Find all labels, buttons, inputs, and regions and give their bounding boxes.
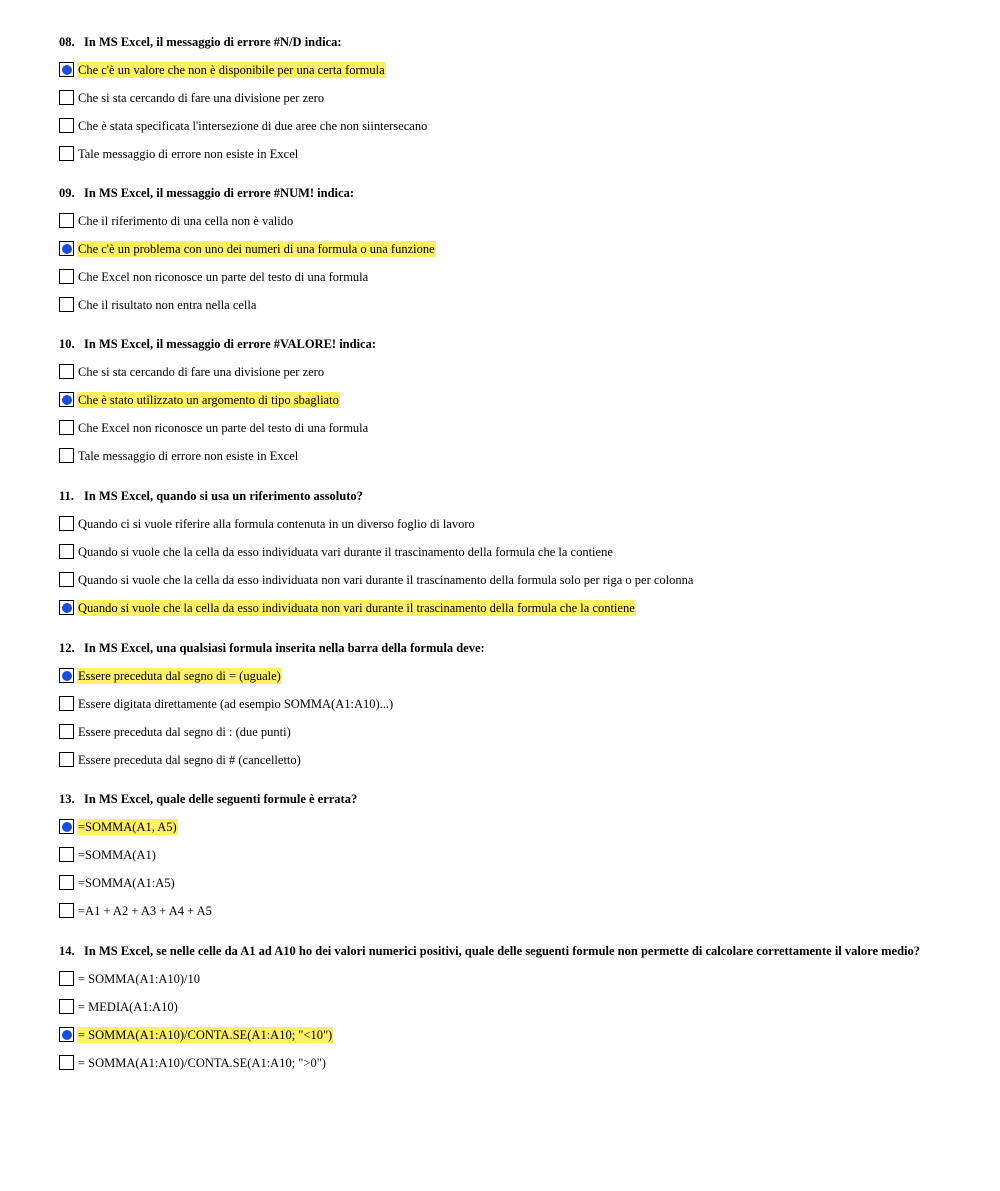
option-text: =SOMMA(A1, A5)	[78, 820, 177, 834]
checkbox[interactable]	[59, 146, 74, 161]
option-text: Che il riferimento di una cella non è valido	[78, 214, 294, 228]
option-c[interactable]	[59, 572, 979, 588]
checkbox[interactable]	[59, 420, 74, 435]
option-text: Quando si vuole che la cella da esso individuata vari durante il trascinamento della formula che la contiene	[78, 545, 613, 559]
option-c[interactable]	[59, 269, 979, 285]
option-b[interactable]	[59, 544, 979, 560]
question-title	[59, 185, 979, 201]
selected-dot-icon	[62, 822, 72, 832]
question-13	[59, 791, 979, 919]
option-text: = SOMMA(A1:A10)/10	[78, 972, 200, 986]
option-text: Quando si vuole che la cella da esso individuata non vari durante il trascinamento della formula che la contiene	[78, 601, 635, 615]
option-a[interactable]	[59, 213, 979, 229]
checkbox[interactable]	[59, 903, 74, 918]
question-title	[59, 640, 979, 656]
checkbox[interactable]	[59, 1027, 74, 1042]
question-number: 13.	[59, 792, 75, 806]
checkbox[interactable]	[59, 269, 74, 284]
option-text: Che si sta cercando di fare una divisione per zero	[78, 91, 325, 105]
option-text: Essere preceduta dal segno di = (uguale)	[78, 669, 281, 683]
option-c[interactable]	[59, 118, 979, 134]
option-a[interactable]	[59, 364, 979, 380]
selected-dot-icon	[62, 244, 72, 254]
option-text: Che si sta cercando di fare una divisione per zero	[78, 365, 325, 379]
option-a[interactable]	[59, 668, 979, 684]
checkbox[interactable]	[59, 392, 74, 407]
option-a[interactable]	[59, 62, 979, 78]
option-a[interactable]	[59, 819, 979, 835]
option-d[interactable]	[59, 146, 979, 162]
checkbox[interactable]	[59, 448, 74, 463]
option-b[interactable]	[59, 90, 979, 106]
question-09	[59, 185, 979, 313]
question-12	[59, 640, 979, 768]
option-b[interactable]	[59, 392, 979, 408]
question-text: In MS Excel, il messaggio di errore #N/D indica:	[84, 35, 342, 49]
checkbox[interactable]	[59, 668, 74, 683]
question-title	[59, 791, 979, 807]
question-number: 10.	[59, 337, 75, 351]
question-08	[59, 34, 979, 162]
option-b[interactable]	[59, 999, 979, 1015]
checkbox[interactable]	[59, 297, 74, 312]
checkbox[interactable]	[59, 572, 74, 587]
question-title	[59, 488, 979, 504]
checkbox[interactable]	[59, 213, 74, 228]
checkbox[interactable]	[59, 819, 74, 834]
checkbox[interactable]	[59, 696, 74, 711]
checkbox[interactable]	[59, 241, 74, 256]
option-d[interactable]	[59, 600, 979, 616]
option-text: Che il risultato non entra nella cella	[78, 298, 257, 312]
checkbox[interactable]	[59, 364, 74, 379]
question-text: In MS Excel, il messaggio di errore #NUM! indica:	[84, 186, 354, 200]
question-text: In MS Excel, se nelle celle da A1 ad A10 ho dei valori numerici positivi, quale delle seguenti formule non permette di calcolare correttamente il valore medio?	[84, 944, 920, 958]
option-text: Essere preceduta dal segno di # (cancelletto)	[78, 753, 301, 767]
option-text: Essere digitata direttamente (ad esempio SOMMA(A1:A10)...)	[78, 697, 394, 711]
question-text: In MS Excel, il messaggio di errore #VALORE! indica:	[84, 337, 377, 351]
option-text: =SOMMA(A1)	[78, 848, 156, 862]
option-text: Quando si vuole che la cella da esso individuata non vari durante il trascinamento della formula solo per riga o per colonna	[78, 573, 694, 587]
checkbox[interactable]	[59, 1055, 74, 1070]
option-text: =A1 + A2 + A3 + A4 + A5	[78, 904, 212, 918]
question-number: 12.	[59, 641, 75, 655]
question-10	[59, 336, 979, 464]
option-c[interactable]	[59, 420, 979, 436]
option-d[interactable]	[59, 903, 979, 919]
question-number: 14.	[59, 944, 75, 958]
option-b[interactable]	[59, 847, 979, 863]
selected-dot-icon	[62, 395, 72, 405]
selected-dot-icon	[62, 65, 72, 75]
question-text: In MS Excel, una qualsiasi formula inserita nella barra della formula deve:	[84, 641, 485, 655]
checkbox[interactable]	[59, 62, 74, 77]
question-text: In MS Excel, quale delle seguenti formule è errata?	[84, 792, 358, 806]
question-title	[59, 943, 979, 959]
option-d[interactable]	[59, 1055, 979, 1071]
checkbox[interactable]	[59, 516, 74, 531]
option-c[interactable]	[59, 724, 979, 740]
question-number: 11.	[59, 489, 74, 503]
checkbox[interactable]	[59, 600, 74, 615]
option-text: Che è stata specificata l'intersezione di due aree che non siintersecano	[78, 119, 428, 133]
checkbox[interactable]	[59, 90, 74, 105]
option-text: = MEDIA(A1:A10)	[78, 1000, 178, 1014]
question-text: In MS Excel, quando si usa un riferimento assoluto?	[84, 489, 363, 503]
question-14	[59, 943, 979, 1071]
checkbox[interactable]	[59, 724, 74, 739]
checkbox[interactable]	[59, 875, 74, 890]
selected-dot-icon	[62, 603, 72, 613]
option-d[interactable]	[59, 448, 979, 464]
option-d[interactable]	[59, 752, 979, 768]
option-a[interactable]	[59, 516, 979, 532]
question-number: 08.	[59, 35, 75, 49]
option-text: = SOMMA(A1:A10)/CONTA.SE(A1:A10; "<10")	[78, 1028, 333, 1042]
checkbox[interactable]	[59, 999, 74, 1014]
option-text: Essere preceduta dal segno di : (due punti)	[78, 725, 291, 739]
selected-dot-icon	[62, 671, 72, 681]
option-d[interactable]	[59, 297, 979, 313]
checkbox[interactable]	[59, 544, 74, 559]
option-text: Tale messaggio di errore non esiste in Excel	[78, 449, 299, 463]
option-text: Tale messaggio di errore non esiste in Excel	[78, 147, 299, 161]
option-b[interactable]	[59, 696, 979, 712]
checkbox[interactable]	[59, 971, 74, 986]
selected-dot-icon	[62, 1030, 72, 1040]
checkbox[interactable]	[59, 847, 74, 862]
option-text: Che è stato utilizzato un argomento di tipo sbagliato	[78, 393, 339, 407]
option-b[interactable]	[59, 241, 979, 257]
option-text: Che Excel non riconosce un parte del testo di una formula	[78, 421, 369, 435]
checkbox[interactable]	[59, 118, 74, 133]
question-title	[59, 34, 979, 50]
question-number: 09.	[59, 186, 75, 200]
checkbox[interactable]	[59, 752, 74, 767]
question-title	[59, 336, 979, 352]
option-text: = SOMMA(A1:A10)/CONTA.SE(A1:A10; ">0")	[78, 1056, 326, 1070]
option-c[interactable]	[59, 1027, 979, 1043]
option-c[interactable]	[59, 875, 979, 891]
option-text: =SOMMA(A1:A5)	[78, 876, 175, 890]
option-text: Che c'è un valore che non è disponibile per una certa formula	[78, 63, 385, 77]
option-text: Che c'è un problema con uno dei numeri di una formula o una funzione	[78, 242, 435, 256]
option-a[interactable]	[59, 971, 979, 987]
option-text: Quando ci si vuole riferire alla formula contenuta in un diverso foglio di lavoro	[78, 517, 475, 531]
question-11	[59, 488, 979, 616]
option-text: Che Excel non riconosce un parte del testo di una formula	[78, 270, 369, 284]
